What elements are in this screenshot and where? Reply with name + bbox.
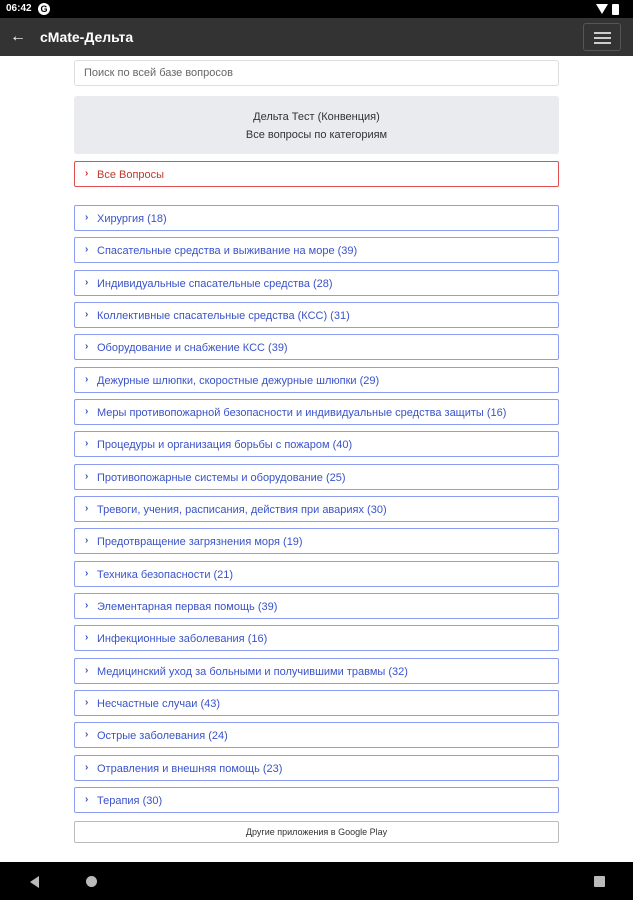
status-bar: [0, 0, 633, 18]
category-item[interactable]: [74, 528, 559, 554]
app-bar: [0, 18, 633, 56]
wifi-icon: [596, 4, 608, 14]
hamburger-icon[interactable]: [583, 23, 621, 51]
battery-icon: [612, 4, 619, 15]
search-input[interactable]: [74, 60, 559, 86]
chevron-right-icon: ›: [85, 729, 89, 740]
app-title: cMate-Дельта: [40, 29, 134, 45]
header-title: Дельта Тест (Конвенция): [253, 111, 380, 123]
category-item[interactable]: [74, 690, 559, 716]
category-label: Спасательные средства и выживание на море (39): [97, 245, 358, 257]
category-item[interactable]: [74, 464, 559, 490]
category-label: Несчастные случаи (43): [97, 698, 221, 710]
category-item[interactable]: [74, 593, 559, 619]
chevron-right-icon: ›: [85, 406, 89, 417]
category-label: Процедуры и организация борьбы с пожаром (40): [97, 439, 353, 451]
category-label: Коллективные спасательные средства (КСС) (31): [97, 310, 350, 322]
category-item[interactable]: [74, 561, 559, 587]
chevron-right-icon: ›: [85, 341, 89, 352]
category-label: Отравления и внешняя помощь (23): [97, 763, 283, 775]
category-label: Индивидуальные спасательные средства (28): [97, 278, 333, 290]
system-nav-bar: [0, 862, 633, 900]
chevron-right-icon: ›: [85, 632, 89, 643]
chevron-right-icon: ›: [85, 309, 89, 320]
category-label: Техника безопасности (21): [97, 569, 234, 581]
category-item[interactable]: [74, 302, 559, 328]
arrow-left-icon[interactable]: ←: [10, 28, 26, 45]
google-play-button[interactable]: Другие приложения в Google Play: [74, 821, 559, 843]
header-subtitle: Все вопросы по категориям: [245, 129, 388, 141]
category-item[interactable]: [74, 237, 559, 263]
chevron-right-icon: ›: [85, 374, 89, 385]
nav-recents-icon[interactable]: [594, 876, 605, 887]
category-label: Дежурные шлюпки, скоростные дежурные шлюпки (29): [97, 375, 380, 387]
category-label: Острые заболевания (24): [97, 730, 228, 742]
category-label: Медицинский уход за больными и получившими травмы (32): [97, 666, 408, 678]
chevron-right-icon: ›: [85, 568, 89, 579]
chevron-right-icon: ›: [85, 244, 89, 255]
chevron-right-icon: ›: [85, 762, 89, 773]
chevron-right-icon: ›: [85, 471, 89, 482]
category-label: Противопожарные системы и оборудование (25): [97, 472, 346, 484]
app-notification-icon: G: [38, 3, 50, 15]
category-item[interactable]: [74, 399, 559, 425]
category-label: Инфекционные заболевания (16): [97, 633, 268, 645]
category-label: Меры противопожарной безопасности и индивидуальные средства защиты (16): [97, 407, 507, 419]
chevron-right-icon: ›: [85, 697, 89, 708]
chevron-right-icon: ›: [85, 168, 89, 179]
category-label: Предотвращение загрязнения моря (19): [97, 536, 303, 548]
chevron-right-icon: ›: [85, 503, 89, 514]
nav-home-icon[interactable]: [86, 876, 97, 887]
category-item[interactable]: [74, 496, 559, 522]
chevron-right-icon: ›: [85, 212, 89, 223]
category-item[interactable]: [74, 367, 559, 393]
category-label: Хирургия (18): [97, 213, 167, 225]
chevron-right-icon: ›: [85, 535, 89, 546]
category-header: [74, 96, 559, 154]
category-item[interactable]: [74, 658, 559, 684]
category-item[interactable]: [74, 334, 559, 360]
chevron-right-icon: ›: [85, 600, 89, 611]
category-item[interactable]: [74, 270, 559, 296]
category-item[interactable]: [74, 722, 559, 748]
category-label: Терапия (30): [97, 795, 163, 807]
status-time: 06:42: [6, 3, 32, 14]
category-item[interactable]: [74, 431, 559, 457]
category-item[interactable]: [74, 787, 559, 813]
category-item[interactable]: [74, 205, 559, 231]
category-label: Тревоги, учения, расписания, действия при авариях (30): [97, 504, 387, 516]
all-questions-button[interactable]: [74, 161, 559, 187]
category-label: Элементарная первая помощь (39): [97, 601, 278, 613]
category-item[interactable]: [74, 755, 559, 781]
chevron-right-icon: ›: [85, 277, 89, 288]
chevron-right-icon: ›: [85, 665, 89, 676]
category-label: Оборудование и снабжение КСС (39): [97, 342, 288, 354]
nav-back-icon[interactable]: [30, 876, 39, 888]
category-item[interactable]: [74, 625, 559, 651]
chevron-right-icon: ›: [85, 438, 89, 449]
all-questions-label: Все Вопросы: [97, 169, 165, 181]
chevron-right-icon: ›: [85, 794, 89, 805]
